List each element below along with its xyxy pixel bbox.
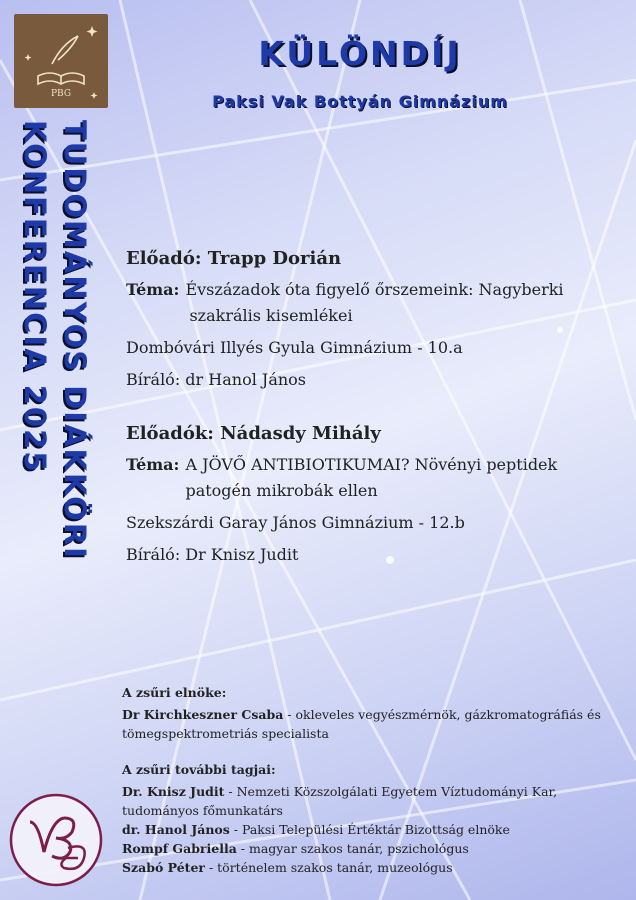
- topic-text-2: szakrális kisemlékei: [189, 306, 353, 325]
- vbg-monogram-logo: [8, 792, 104, 888]
- reviewer-line: Bíráló: dr Hanol János: [126, 370, 306, 389]
- jury-member: [122, 782, 612, 820]
- topic-text-2: patogén mikrobák ellen: [185, 481, 378, 500]
- jury-member-desc: - Nemzeti Közszolgálati Egyetem Víztudományi Kar, tudományos főmunkatárs: [122, 784, 558, 818]
- jury-member: [122, 820, 612, 839]
- jury-chair-desc: - okleveles vegyészmérnök, gázkromatográfiás és tömegspektrometriás specialista: [122, 707, 601, 741]
- school-line: Dombóvári Illyés Gyula Gimnázium - 10.a: [126, 338, 463, 357]
- jury-member-desc: - Paksi Települési Értéktár Bizottság elnöke: [229, 822, 510, 837]
- reviewer-line: Bíráló: Dr Knisz Judit: [126, 545, 299, 564]
- presenter-line: [126, 420, 606, 448]
- topic-label: Téma:: [126, 280, 180, 299]
- jury-member-desc: - történelem szakos tanár, muzeológus: [204, 860, 453, 875]
- jury-member: [122, 839, 612, 858]
- jury-chair-section: [122, 683, 612, 743]
- presentation-entry: [126, 420, 606, 568]
- jury-members-section: [122, 760, 612, 877]
- jury-chair-name: Dr Kirchkeszner Csaba: [122, 707, 284, 722]
- topic-text-1: A JÖVŐ ANTIBIOTIKUMAI? Növényi peptidek: [185, 455, 558, 474]
- school-name: Paksi Vak Bottyán Gimnázium: [212, 92, 508, 111]
- presenter-name: Nádasdy Mihály: [220, 423, 381, 444]
- jury-member: [122, 858, 612, 877]
- presenter-name: Trapp Dorián: [207, 248, 342, 269]
- jury-members-heading: A zsűri további tagjai:: [122, 762, 276, 777]
- topic-label: Téma:: [126, 455, 180, 474]
- jury-member-name: Szabó Péter: [122, 860, 205, 875]
- jury-chair-line: [122, 705, 612, 743]
- page-title: KÜLÖNDÍJ: [258, 34, 462, 73]
- vertical-title-line2: KONFERENCIA 2025: [18, 120, 52, 474]
- topic-text-1: Évszázadok óta figyelő őrszemeink: Nagyberki: [185, 280, 564, 299]
- topic-line: [126, 277, 606, 329]
- jury-member-name: Dr. Knisz Judit: [122, 784, 225, 799]
- presenter-line: [126, 245, 606, 273]
- svg-text:PBG: PBG: [50, 89, 72, 99]
- presentation-entry: [126, 245, 606, 393]
- jury-chair-heading: A zsűri elnöke:: [122, 685, 227, 700]
- school-logo: [14, 14, 108, 108]
- jury-member-name: Rompf Gabriella: [122, 841, 237, 856]
- jury-member-name: dr. Hanol János: [122, 822, 230, 837]
- presenter-label: Előadó:: [126, 248, 202, 269]
- school-line: Szekszárdi Garay János Gimnázium - 12.b: [126, 513, 465, 532]
- topic-line: [126, 452, 606, 504]
- jury-member-desc: - magyar szakos tanár, pszichológus: [236, 841, 469, 856]
- vertical-title-line1: TUDOMÁNYOS DIÁKKÖRI: [58, 120, 92, 560]
- presenter-label: Előadók:: [126, 423, 214, 444]
